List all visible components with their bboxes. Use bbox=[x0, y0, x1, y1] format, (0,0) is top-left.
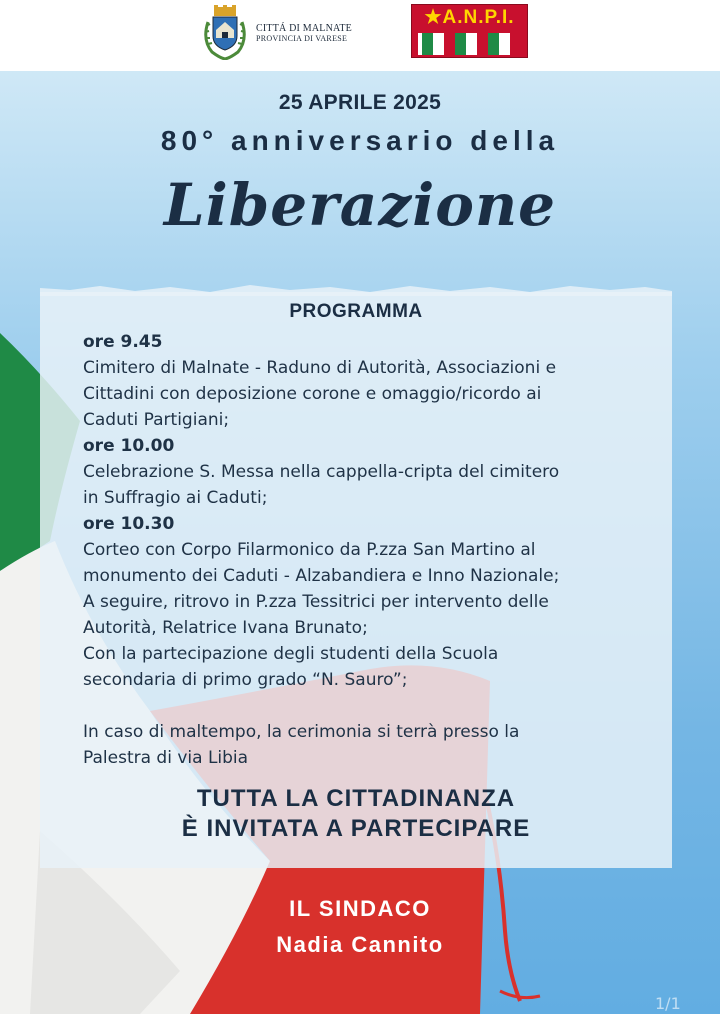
anniversary-heading: 80° anniversario della bbox=[160, 125, 560, 156]
torn-paper-edge bbox=[40, 280, 672, 296]
page-indicator: 1/1 bbox=[655, 994, 681, 1013]
anpi-logo bbox=[411, 4, 528, 58]
weather-note-line: In caso di maltempo, la cerimonia si terrà presso la bbox=[83, 722, 520, 742]
event-line: Autorità, Relatrice Ivana Brunato; bbox=[83, 618, 368, 638]
program-body bbox=[83, 329, 653, 771]
event-line: A seguire, ritrovo in P.zza Tessitrici per intervento delle bbox=[83, 592, 549, 612]
event-line: Corteo con Corpo Filarmonico da P.zza San Martino al bbox=[83, 540, 536, 560]
invitation bbox=[40, 784, 672, 844]
event-line: Cimitero di Malnate - Raduno di Autorità, Associazioni e bbox=[83, 358, 557, 378]
event-line: Celebrazione S. Messa nella cappella-cripta del cimitero bbox=[83, 462, 560, 482]
event-line: monumento dei Caduti - Alzabandiera e Inno Nazionale; bbox=[83, 566, 560, 586]
event-line: Caduti Partigiani; bbox=[83, 410, 230, 430]
event-line: secondaria di primo grado “N. Sauro”; bbox=[83, 670, 408, 690]
event-line: Con la partecipazione degli studenti della Scuola bbox=[83, 644, 499, 664]
event-time: ore 10.00 bbox=[83, 436, 175, 456]
comune-name: CITTÁ DI MALNATE bbox=[256, 23, 352, 34]
tricolor-stripes-icon bbox=[418, 33, 521, 55]
poster bbox=[0, 71, 720, 1014]
comune-province: PROVINCIA DI VARESE bbox=[256, 33, 348, 43]
program-title: PROGRAMMA bbox=[289, 301, 423, 322]
event-time: ore 10.30 bbox=[83, 514, 175, 534]
event-line: Cittadini con deposizione corone e omaggio/ricordo ai bbox=[83, 384, 542, 404]
malnate-crest-icon bbox=[200, 4, 250, 60]
weather-note-line: Palestra di via Libia bbox=[83, 748, 249, 768]
event-date: 25 APRILE 2025 bbox=[278, 91, 442, 114]
anpi-label: ★A.N.P.I. bbox=[424, 7, 515, 28]
invite-line: TUTTA LA CITTADINANZA bbox=[196, 785, 516, 812]
signature-role: IL SINDACO bbox=[289, 896, 431, 921]
spacer bbox=[83, 693, 653, 719]
event-time: ore 9.45 bbox=[83, 332, 163, 352]
top-header bbox=[0, 0, 720, 71]
signature-name: Nadia Cannito bbox=[276, 932, 444, 957]
invite-line: È INVITATA A PARTECIPARE bbox=[181, 815, 531, 842]
signature bbox=[0, 891, 720, 963]
liberazione-title: Liberazione bbox=[163, 171, 557, 239]
event-line: in Suffragio ai Caduti; bbox=[83, 488, 268, 508]
